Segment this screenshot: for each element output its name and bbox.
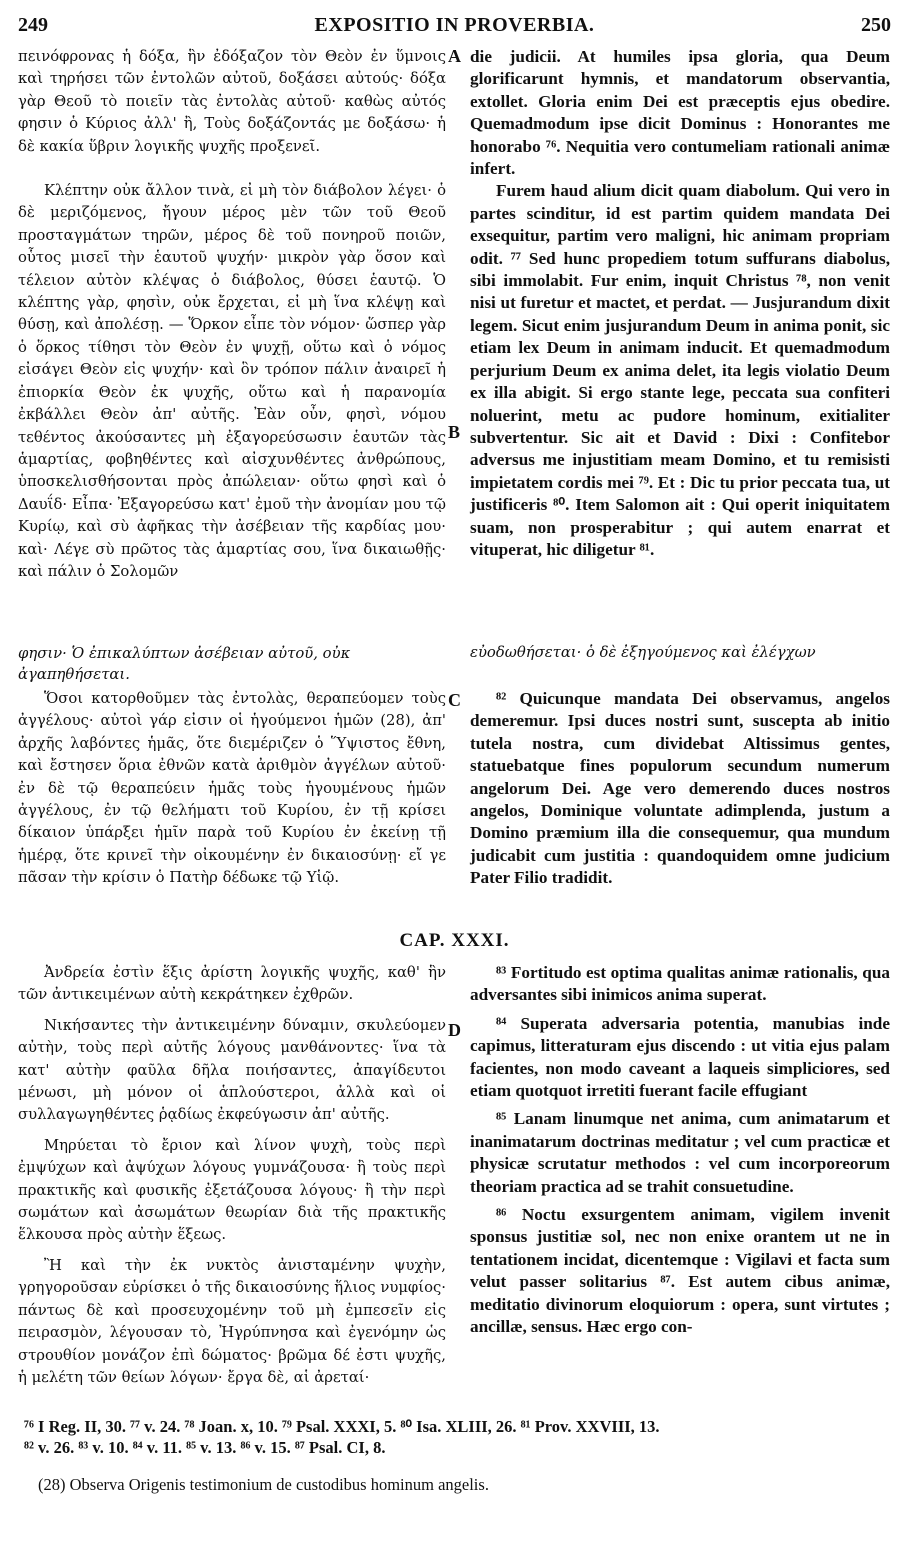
latin-paragraph-7: ⁸⁶ Noctu exsurgentem animam, vigilem invenit sponsus justitiæ sol, nec non enixe orantem ut ne in tentationem incidat, dicentemque : Vigilavi et facta sum velut passer solitarius ⁸⁷. Est autem cibus animæ, meditatio divinorum eloquiorum : opera, sunt virtutes ; ancillæ, sensus. Hæc ergo con- xyxy=(470,1205,890,1337)
margin-letter-a: A xyxy=(448,46,461,66)
greek-column-middle xyxy=(18,688,446,890)
greek-paragraph-3: Ὅσοι κατορθοῦμεν τὰς ἐντολὰς, θεραπεύομεν τοὺς ἀγγέλους· αὐτοὶ γάρ εἰσιν οἱ ἡγούμενοι ἡμῶν (28), ἀπ' ἀρχῆς λαβόντες ἡμᾶς, ὅτε διεμέριζεν ὁ Ὕψιστος ἔθνη, καὶ ἔστησεν ὅρια ἐθνῶν κατὰ ἀριθμὸν ἀγγέλων αὐτοῦ· ἐν δὲ τῷ θεραπεύειν ἡμᾶς τοὺς ἡγουμένους ἡμῶν ἀγγέλους, ἐν τῷ θελήματι τοῦ Κυρίου, ἐν τῇ κρίσει δίκαιον ὑπάρξει ἡμῖν παρὰ τοῦ Κυρίου ἐν ἐκείνῃ τῇ ἡμέρᾳ, ὅτε κρινεῖ τὴν οἰκουμένην ἐν δικαιοσύνῃ· εἴ γε πᾶσαν τὴν κρίσιν ὁ Πατὴρ δέδωκε τῷ Υἱῷ. xyxy=(18,690,446,887)
margin-letter-c: C xyxy=(448,690,461,710)
latin-column-lower xyxy=(470,962,890,1339)
chapter-heading: CAP. XXXI. xyxy=(399,930,510,951)
greek-paragraph-7: Ἢ καὶ τὴν ἐκ νυκτὸς ἀνισταμένην ψυχὴν, γρηγοροῦσαν εὑρίσκει ὁ τῆς δικαιοσύνης ἥλιος νυμφίος· πάντως δὲ καὶ προσευχομένην τοῦ μὴ ἐμπεσεῖν εἰς πειρασμὸν, λέγουσαν τὸ, Ἠγρύπνησα καὶ ἐγενόμην ὡς στρουθίον μονάζον ἐπὶ δώματος· βρῶμα δέ ἐστι ψυχῆς, ἡ μελέτη τῶν θείων λόγων· ἔργα δὲ, αἱ ἀρεταί· xyxy=(18,1256,446,1386)
margin-letter-b: B xyxy=(448,422,461,442)
latin-paragraph-5: ⁸⁴ Superata adversaria potentia, manubias inde capimus, litteraturam ejus discendo : ut vitia ejus palam facientes, non modo caveant a laqueis simpliciores, sed etiam quotquot irretiti fuerant facile effugiant xyxy=(470,1013,890,1101)
page-number-left: 249 xyxy=(18,14,48,36)
page-number-right: 250 xyxy=(861,14,891,36)
latin-paragraph-4: ⁸³ Fortitudo est optima qualitas animæ rationalis, qua adversantes sibi inimicos anima superat. xyxy=(470,963,890,1005)
greek-column-upper xyxy=(18,46,446,583)
full-width-line xyxy=(18,642,890,665)
running-title: EXPOSITIO IN PROVERBIA. xyxy=(314,14,595,36)
greek-paragraph-5: Νικήσαντες τὴν ἀντικειμένην δύναμιν, σκυλεύομεν αὐτὴν, τοὺς περὶ αὐτῆς λόγους μανθάνοντες· ἵνα τὰ κατ' αὐτὴν φαῦλα δῆλα ποιήσαντες, ἀπαγίδευτοι μένωσι, μὴ μόνον οἱ ἁπλούστεροι, ἀλλὰ καὶ οἱ συλλαγωγηθέντες ῥᾳδίως ἐκφεύγωσιν ἀπ' αὐτῆς. xyxy=(18,1016,446,1124)
greek-column-lower xyxy=(18,962,446,1389)
greek-paragraph-2-end xyxy=(18,664,446,686)
full-line-right: εὐοδωθήσεται· ὁ δὲ ἐξηγούμενος καὶ ἐλέγχων xyxy=(470,644,816,661)
full-line-left: φησιν· Ὁ ἐπικαλύπτων ἀσέβειαν αὐτοῦ, οὐκ xyxy=(18,645,351,662)
footnote-references-line-1: ⁷⁶ I Reg. II, 30. ⁷⁷ v. 24. ⁷⁸ Joan. x, 10. ⁷⁹ Psal. XXXI, 5. ⁸⁰ Isa. XLIII, 26. ⁸¹ Prov. XXVIII, 13. xyxy=(24,1417,660,1436)
greek-paragraph-1: πεινόφρονας ἡ δόξα, ἣν ἐδόξαζον τὸν Θεὸν ἐν ὕμνοις καὶ τηρήσει τῶν ἐντολῶν αὐτοῦ, δοξάσει αὐτούς· δόξα γὰρ Θεοῦ τὸ ποιεῖν τὰς ἐντολὰς αὐτοῦ· καθὼς αὐτός φησιν ὁ Κύριος ἀλλ' ἢ, Τοὺς δοξάζοντάς με δοξάσω· ἡ δὲ κακία ὕβριν λογικῆς ψυχῆς προξενεῖ. xyxy=(18,48,446,155)
margin-letter-d: D xyxy=(448,1020,461,1040)
latin-paragraph-2: Furem haud alium dicit quam diabolum. Qui vero in partes scinditur, id est partim quidem mandata Dei exsequitur, partim vero maligni, hic animam propriam odit. ⁷⁷ Sed hunc propediem totum suffurans diabolus, sibi immolabit. Fur enim, inquit Christus ⁷⁸, non venit nisi ut furetur et mactet, et perdat. — Jusjurandum dixit legem. Sicut enim jusjurandum Deum in anima ponit, sic etiam lex Deum in animam inducit. Et quemadmodum perjurium Deum ex anima delet, ita legis violatio Deum ex illa abigit. Si ergo stante lege, peccata sua confiteri noluerint, metu ac pudore hominum, exitialiter subvertentur. Sic ait et David : Dixi : Confitebor adversus me injustitiam meam Domino, et tu remisisti impietatem cordis mei ⁷⁹. Et : Dic tu prior peccata tua, ut justificeris ⁸⁰. Item Salomon ait : Qui operit iniquitatem suam, non prosperabitur ; qui autem enarrat et vituperat, hic diligetur ⁸¹. xyxy=(470,181,890,559)
latin-paragraph-1: die judicii. At humiles ipsa gloria, qua Deum glorificarunt hymnis, et mandatorum observantia, extollet. Gloria enim Dei est præceptis ejus obedire. Quemadmodum ipse dicit Dominus : Honorantes me honorabo ⁷⁶. Nequitia vero contumeliam rationali animæ infert. xyxy=(470,47,890,179)
latin-paragraph-6: ⁸⁵ Lanam linumque net anima, cum animatarum et inanimatarum doctrinas meditatur ; vel cum practicæ et physicæ scrutatur methodos : vel cum incorporeorum theoriam practica ad se trahit consuetudine. xyxy=(470,1109,890,1196)
greek-paragraph-4: Ἀνδρεία ἐστὶν ἕξις ἀρίστη λογικῆς ψυχῆς, καθ' ἣν τῶν ἀντικειμένων αὐτὴ κεκράτηκεν ἐχθρῶν. xyxy=(18,964,446,1004)
latin-column-upper xyxy=(470,46,890,561)
footnote-references-line-2: ⁸² v. 26. ⁸³ v. 10. ⁸⁴ v. 11. ⁸⁵ v. 13. ⁸⁶ v. 15. ⁸⁷ Psal. CI, 8. xyxy=(24,1438,386,1457)
editor-note-28: (28) Observa Origenis testimonium de custodibus hominum angelis. xyxy=(38,1475,489,1494)
greek-paragraph-6: Μηρύεται τὸ ἔριον καὶ λίνον ψυχὴ, τοὺς περὶ ἐμψύχων καὶ ἀψύχων λόγους γυμνάζουσα· ἢ τοὺς περὶ πρακτικῆς καὶ φυσικῆς ἐξετάζουσα λόγους· ἢ τὴν περὶ σωμάτων καὶ ἀσωμάτων θεωρίαν διὰ τῆς πρακτικῆς ἕλκουσα πρὸς αὐτὴν ἕξεως. xyxy=(18,1136,446,1244)
running-header xyxy=(18,14,891,40)
greek-paragraph-2-last-word: ἀγαπηθήσεται. xyxy=(18,666,130,683)
latin-column-middle xyxy=(470,688,890,890)
greek-paragraph-2: Κλέπτην οὐκ ἄλλον τινὰ, εἰ μὴ τὸν διάβολον λέγει· ὁ δὲ μεριζόμενος, ἤγουν μέρος μὲν τῶν τοῦ Θεοῦ προσταγμάτων τηρῶν, μέρος δὲ τοῦ πονηροῦ ποιῶν, οὗτος μισεῖ τὴν ἑαυτοῦ ψυχήν· μικρὸν γὰρ ὅσον καὶ τέλειον αὐτὸν κλέψας ὁ διάβολος, θύσει ἑαυτῷ. Ὁ κλέπτης γὰρ, φησὶν, οὐκ ἔρχεται, εἰ μὴ ἵνα κλέψῃ καὶ θύσῃ, καὶ ἀπολέσῃ. — Ὅρκον εἶπε τὸν νόμον· ὥσπερ γὰρ ὁ ὅρκος τίθησι τὸν Θεὸν ἐν ψυχῇ, οὕτω καὶ ὁ νόμος εἰσάγει Θεὸν εἰς ψυχήν· καὶ ὃν τρόπον πάλιν ἀναιρεῖ ἡ ἐπιορκία Θεὸν ἐκ ψυχῆς, οὕτω καὶ ἡ παρανομία ἐκβάλλει Θεὸν ἀπ' αὐτῆς. Ἐὰν οὖν, φησὶ, νόμου τεθέντος ἀκούσαντες μὴ ἐξαγορεύσωσιν ἑαυτῶν τὰς ἁμαρτίας, φοβηθέντες καὶ αἰσχυνθέντες ἀνθρώπους, ὑποσκελισθήσονται πρὸς ἀπώλειαν· οὕτω φησὶ καὶ ὁ Δαυΐδ· Εἶπα· Ἐξαγορεύσω κατ' ἐμοῦ τὴν ἀνομίαν μου τῷ Κυρίῳ, καὶ σὺ ἀφῆκας τὴν ἀσέβειαν τῆς καρδίας μου· καὶ· Λέγε σὺ πρῶτος τὰς ἁμαρτίας σου, ἵνα δικαιωθῇς· καὶ πάλιν ὁ Σολομῶν xyxy=(18,182,446,580)
latin-paragraph-3: ⁸² Quicunque mandata Dei observamus, angelos demeremur. Ipsi duces nostri sunt, suscepta ab initio tutela nostra, cum dividebat Altissimus gentes, statuebatque fines populorum secundum numerum angelorum Dei. Age vero demerendo duces nostros angelos, Dominique voluntate adimplenda, justum a Domino præmium illa die consequemur, qua mundum judicabit cum justitia : quandoquidem omne judicium Pater Filio tradidit. xyxy=(470,689,890,888)
